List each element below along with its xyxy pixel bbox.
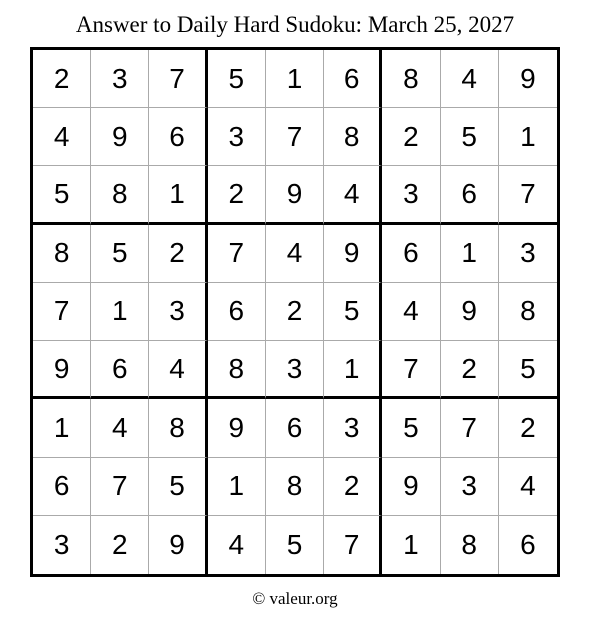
sudoku-cell-r2-c8: 5: [441, 108, 499, 166]
sudoku-cell-r6-c4: 8: [208, 341, 266, 399]
sudoku-cell-r6-c7: 7: [382, 341, 440, 399]
sudoku-cell-r9-c6: 7: [324, 516, 382, 574]
sudoku-cell-r7-c6: 3: [324, 399, 382, 457]
sudoku-cell-r2-c7: 2: [382, 108, 440, 166]
sudoku-cell-r8-c8: 3: [441, 458, 499, 516]
sudoku-cell-r5-c9: 8: [499, 283, 557, 341]
sudoku-cell-r1-c8: 4: [441, 50, 499, 108]
sudoku-cell-r9-c4: 4: [208, 516, 266, 574]
sudoku-cell-r8-c6: 2: [324, 458, 382, 516]
sudoku-cell-r5-c3: 3: [149, 283, 207, 341]
sudoku-cell-r6-c2: 6: [91, 341, 149, 399]
sudoku-cell-r3-c9: 7: [499, 166, 557, 224]
sudoku-cell-r3-c6: 4: [324, 166, 382, 224]
sudoku-cell-r2-c9: 1: [499, 108, 557, 166]
sudoku-cell-r4-c5: 4: [266, 225, 324, 283]
sudoku-cell-r7-c4: 9: [208, 399, 266, 457]
sudoku-cell-r2-c5: 7: [266, 108, 324, 166]
sudoku-cell-r3-c7: 3: [382, 166, 440, 224]
page-title: Answer to Daily Hard Sudoku: March 25, 2027: [75, 12, 515, 37]
sudoku-cell-r1-c9: 9: [499, 50, 557, 108]
sudoku-cell-r7-c9: 2: [499, 399, 557, 457]
sudoku-cell-r7-c5: 6: [266, 399, 324, 457]
sudoku-cell-r1-c3: 7: [149, 50, 207, 108]
sudoku-cell-r4-c6: 9: [324, 225, 382, 283]
sudoku-cell-r4-c3: 2: [149, 225, 207, 283]
sudoku-cell-r7-c2: 4: [91, 399, 149, 457]
sudoku-cell-r3-c4: 2: [208, 166, 266, 224]
sudoku-cell-r2-c1: 4: [33, 108, 91, 166]
sudoku-cell-r5-c2: 1: [91, 283, 149, 341]
sudoku-cell-r6-c3: 4: [149, 341, 207, 399]
sudoku-cell-r8-c1: 6: [33, 458, 91, 516]
sudoku-cell-r7-c1: 1: [33, 399, 91, 457]
sudoku-cell-r6-c6: 1: [324, 341, 382, 399]
sudoku-cell-r7-c7: 5: [382, 399, 440, 457]
sudoku-cell-r5-c1: 7: [33, 283, 91, 341]
sudoku-cell-r1-c4: 5: [208, 50, 266, 108]
sudoku-cell-r9-c1: 3: [33, 516, 91, 574]
sudoku-cell-r5-c7: 4: [382, 283, 440, 341]
sudoku-cell-r2-c3: 6: [149, 108, 207, 166]
sudoku-cell-r4-c4: 7: [208, 225, 266, 283]
sudoku-cell-r7-c3: 8: [149, 399, 207, 457]
sudoku-cell-r5-c6: 5: [324, 283, 382, 341]
sudoku-cell-r5-c4: 6: [208, 283, 266, 341]
sudoku-cell-r1-c2: 3: [91, 50, 149, 108]
sudoku-cell-r9-c9: 6: [520, 528, 536, 560]
sudoku-cell-r3-c3: 1: [149, 166, 207, 224]
sudoku-cell-r1-c6: 6: [324, 50, 382, 108]
sudoku-cell-r9-c7: 1: [382, 516, 440, 574]
sudoku-cell-r4-c2: 5: [91, 225, 149, 283]
sudoku-cell-r4-c9: 3: [499, 225, 557, 283]
sudoku-cell-r8-c4: 1: [208, 458, 266, 516]
sudoku-cell-r8-c7: 9: [382, 458, 440, 516]
sudoku-cell-r2-c6: 8: [324, 108, 382, 166]
sudoku-cell-r9-c5: 5: [266, 516, 324, 574]
sudoku-cell-r2-c2: 9: [91, 108, 149, 166]
sudoku-cell-r3-c2: 8: [91, 166, 149, 224]
sudoku-cell-r6-c8: 2: [441, 341, 499, 399]
sudoku-cell-r4-c7: 6: [382, 225, 440, 283]
sudoku-cell-r1-c7: 8: [382, 50, 440, 108]
sudoku-cell-r8-c2: 7: [91, 458, 149, 516]
sudoku-cell-r9-c3: 9: [149, 516, 207, 574]
sudoku-cell-r8-c9: 4: [499, 458, 557, 516]
sudoku-cell-r3-c8: 6: [441, 166, 499, 224]
sudoku-cell-r7-c8: 7: [441, 399, 499, 457]
sudoku-cell-r6-c1: 9: [33, 341, 91, 399]
sudoku-cell-r5-c5: 2: [266, 283, 324, 341]
sudoku-cell-r8-c3: 5: [149, 458, 207, 516]
footer-credit[interactable]: © valeur.org: [252, 589, 338, 608]
sudoku-cell-r9-c8: 8: [441, 516, 499, 574]
sudoku-cell-r6-c9: 5: [499, 341, 557, 399]
sudoku-cell-r2-c4: 3: [208, 108, 266, 166]
sudoku-cell-r9-c2: 2: [91, 516, 149, 574]
sudoku-grid: [30, 47, 560, 577]
sudoku-cell-r1-c1: 2: [33, 50, 91, 108]
sudoku-cell-r5-c8: 9: [441, 283, 499, 341]
sudoku-cell-r6-c5: 3: [266, 341, 324, 399]
sudoku-cell-r3-c1: 5: [33, 166, 91, 224]
sudoku-cell-r8-c5: 8: [266, 458, 324, 516]
sudoku-cell-r4-c8: 1: [441, 225, 499, 283]
sudoku-cell-r1-c5: 1: [266, 50, 324, 108]
sudoku-cell-r4-c1: 8: [33, 225, 91, 283]
sudoku-cell-r3-c5: 9: [266, 166, 324, 224]
